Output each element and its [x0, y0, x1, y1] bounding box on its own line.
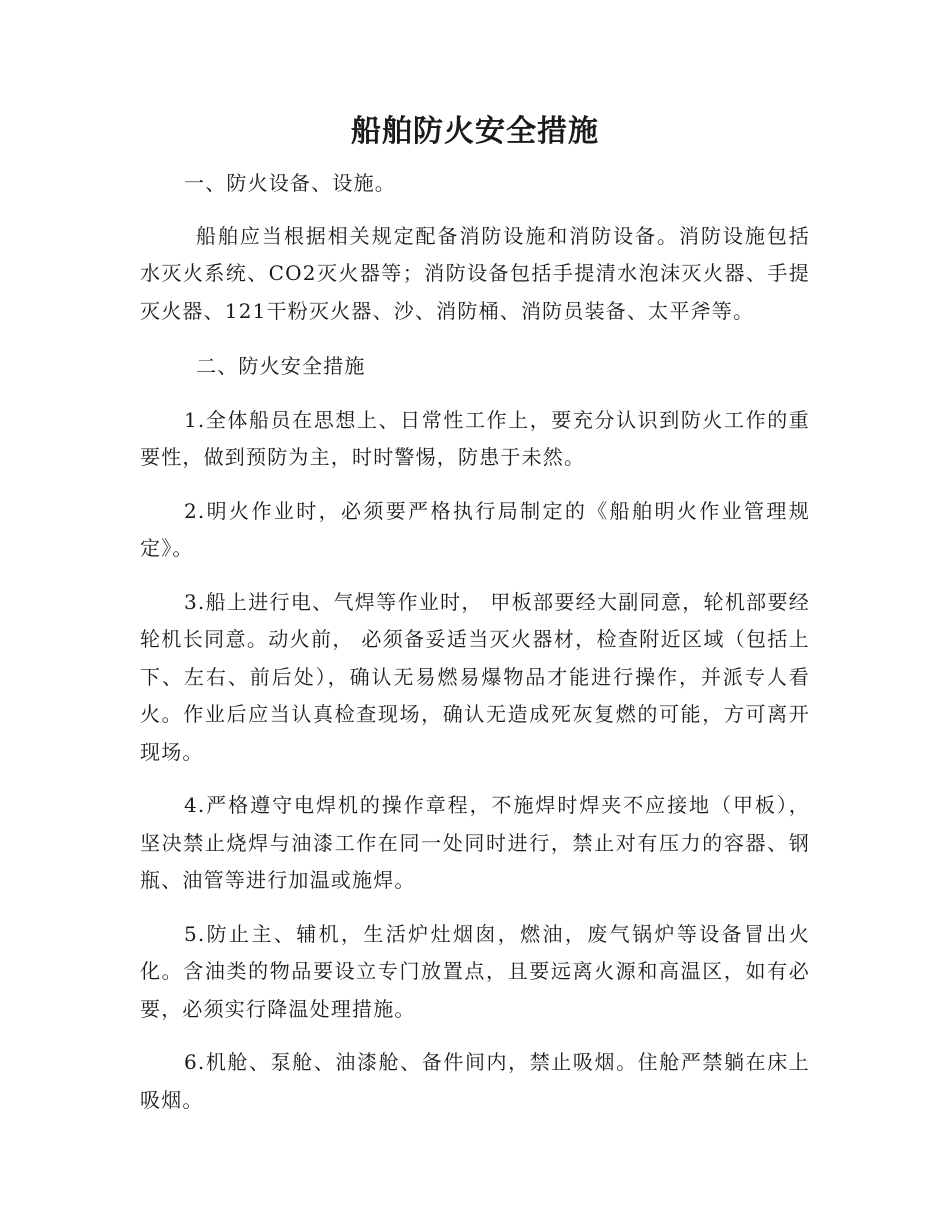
measure-item-1: 1.全体船员在思想上、日常性工作上，要充分认识到防火工作的重要性，做到预防为主，时时警惕，防患于未然。 — [140, 407, 810, 469]
measure-item-5: 5.防止主、辅机，生活炉灶烟囱，燃油，废气锅炉等设备冒出火化。含油类的物品要设立专门放置点，且要远离火源和高温区，如有必要，必须实行降温处理措施。 — [140, 921, 810, 1021]
measure-item-3: 3.船上进行电、气焊等作业时， 甲板部要经大副同意，轮机部要经轮机长同意。动火前， 必须备妥适当灭火器材，检查附近区域（包括上下、左右、前后处），确认无易燃易爆物品才能进行操作，并派专人看火。作业后应当认真检查现场，确认无造成死灰复燃的可能，方可离开现场。 — [140, 589, 810, 764]
measure-item-2: 2.明火作业时，必须要严格执行局制定的《船舶明火作业管理规定》。 — [140, 498, 810, 560]
section-heading-measures: 二、防火安全措施 — [196, 354, 366, 378]
section-paragraph-equipment: 船舶应当根据相关规定配备消防设施和消防设备。消防设施包括水灭火系统、CO2灭火器等；消防设备包括手提清水泡沫灭火器、手提灭火器、121干粉灭火器、沙、消防桶、消防员装备、太平斧等。 — [140, 223, 810, 323]
measure-item-4: 4.严格遵守电焊机的操作章程，不施焊时焊夹不应接地（甲板），坚决禁止烧焊与油漆工作在同一处同时进行，禁止对有压力的容器、钢瓶、油管等进行加温或施焊。 — [140, 793, 810, 892]
measure-item-6: 6.机舱、泵舱、油漆舱、备件间内，禁止吸烟。住舱严禁躺在床上吸烟。 — [140, 1050, 810, 1112]
section-heading-equipment: 一、防火设备、设施。 — [184, 171, 396, 195]
document-title: 船舶防火安全措施 — [351, 114, 599, 149]
document-body — [140, 165, 810, 1135]
